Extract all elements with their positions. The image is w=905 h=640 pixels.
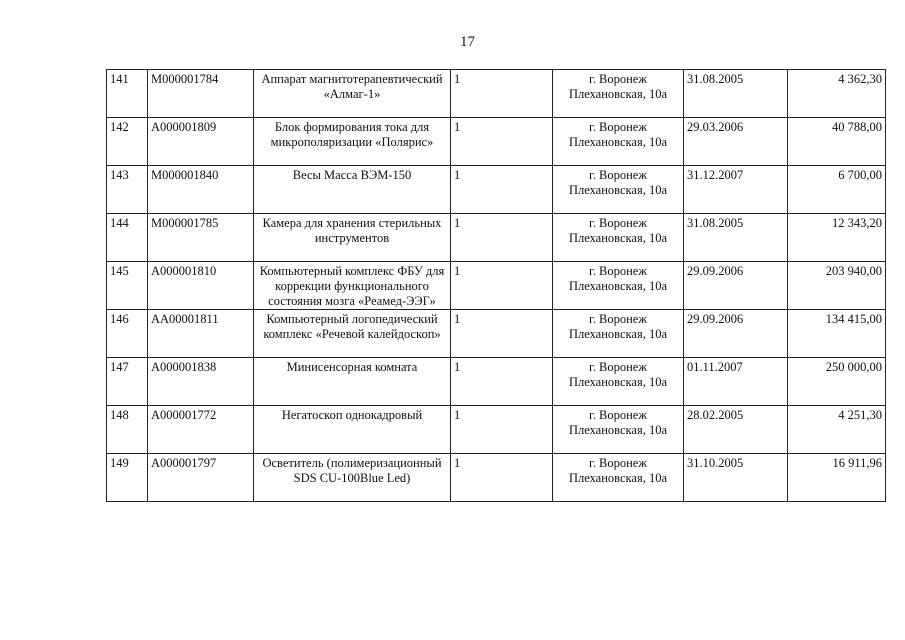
table-row [107, 70, 886, 118]
address-cell-line: Плехановская, 10а [568, 231, 668, 245]
item-name-cell-line: SDS CU-100Blue Led) [293, 471, 411, 485]
address-cell-line: г. Воронеж [589, 360, 647, 374]
date-cell: 29.09.2006 [684, 310, 788, 358]
row-number-cell: 147 [107, 358, 148, 406]
date-cell: 29.03.2006 [684, 118, 788, 166]
item-name-cell-line: Компьютерный комплекс ФБУ для [259, 264, 445, 278]
inventory-code-cell: АА00001811 [148, 310, 254, 358]
inventory-code-cell: М000001785 [148, 214, 254, 262]
date-cell: 31.08.2005 [684, 70, 788, 118]
item-name-cell-line: Аппарат магнитотерапевтический [261, 72, 443, 86]
address-cell-line: Плехановская, 10а [568, 279, 668, 293]
table-row [107, 262, 886, 310]
row-number-cell: 146 [107, 310, 148, 358]
address-cell-line: г. Воронеж [589, 120, 647, 134]
address-cell-line: Плехановская, 10а [568, 327, 668, 341]
inventory-code-cell: М000001840 [148, 166, 254, 214]
cost-cell: 4 362,30 [788, 70, 886, 118]
quantity-cell: 1 [451, 70, 553, 118]
date-cell: 29.09.2006 [684, 262, 788, 310]
item-name-cell-line: Негатоскоп однокадровый [281, 408, 423, 422]
item-name-cell-line: Весы Масса ВЭМ-150 [292, 168, 412, 182]
address-cell [553, 118, 684, 166]
item-name-cell-line: Минисенсорная комната [286, 360, 418, 374]
inventory-code-cell: А000001810 [148, 262, 254, 310]
inventory-table [106, 69, 886, 502]
item-name-cell-line: Компьютерный логопедический [266, 312, 438, 326]
inventory-code-cell: А000001838 [148, 358, 254, 406]
page-number: 17 [460, 34, 475, 50]
address-cell-line: г. Воронеж [589, 216, 647, 230]
address-cell [553, 70, 684, 118]
table-row [107, 214, 886, 262]
address-cell [553, 262, 684, 310]
quantity-cell: 1 [451, 262, 553, 310]
cost-cell: 250 000,00 [788, 358, 886, 406]
row-number-cell: 145 [107, 262, 148, 310]
address-cell [553, 166, 684, 214]
item-name-cell [254, 70, 451, 118]
address-cell [553, 406, 684, 454]
table-row [107, 406, 886, 454]
item-name-cell-line: Осветитель (полимеризационный [262, 456, 442, 470]
row-number-cell: 142 [107, 118, 148, 166]
address-cell [553, 358, 684, 406]
quantity-cell: 1 [451, 166, 553, 214]
address-cell [553, 310, 684, 358]
cost-cell: 16 911,96 [788, 454, 886, 502]
address-cell-line: г. Воронеж [589, 408, 647, 422]
date-cell: 01.11.2007 [684, 358, 788, 406]
row-number-cell: 144 [107, 214, 148, 262]
item-name-cell-line: микрополяризации «Полярис» [270, 135, 434, 149]
item-name-cell [254, 454, 451, 502]
item-name-cell [254, 310, 451, 358]
item-name-cell [254, 358, 451, 406]
address-cell-line: г. Воронеж [589, 168, 647, 182]
quantity-cell: 1 [451, 214, 553, 262]
item-name-cell-line: «Алмаг-1» [323, 87, 381, 101]
row-number-cell: 141 [107, 70, 148, 118]
item-name-cell-line: Камера для хранения стерильных [262, 216, 442, 230]
address-cell-line: г. Воронеж [589, 264, 647, 278]
inventory-code-cell: А000001772 [148, 406, 254, 454]
row-number-cell: 148 [107, 406, 148, 454]
inventory-code-cell: М000001784 [148, 70, 254, 118]
address-cell-line: Плехановская, 10а [568, 471, 668, 485]
address-cell-line: Плехановская, 10а [568, 135, 668, 149]
item-name-cell [254, 214, 451, 262]
date-cell: 31.12.2007 [684, 166, 788, 214]
address-cell-line: Плехановская, 10а [568, 423, 668, 437]
quantity-cell: 1 [451, 310, 553, 358]
item-name-cell-line: Блок формирования тока для [274, 120, 430, 134]
item-name-cell-line: коррекции функционального [275, 279, 429, 293]
address-cell-line: Плехановская, 10а [568, 183, 668, 197]
item-name-cell [254, 406, 451, 454]
quantity-cell: 1 [451, 118, 553, 166]
inventory-code-cell: А000001797 [148, 454, 254, 502]
table-row [107, 310, 886, 358]
cost-cell: 40 788,00 [788, 118, 886, 166]
cost-cell: 6 700,00 [788, 166, 886, 214]
address-cell-line: Плехановская, 10а [568, 375, 668, 389]
item-name-cell-line: комплекс «Речевой калейдоскоп» [263, 327, 441, 341]
inventory-code-cell: А000001809 [148, 118, 254, 166]
address-cell-line: Плехановская, 10а [568, 87, 668, 101]
table-body [107, 70, 886, 502]
cost-cell: 134 415,00 [788, 310, 886, 358]
item-name-cell [254, 262, 451, 310]
item-name-cell-line: инструментов [314, 231, 390, 245]
address-cell [553, 454, 684, 502]
item-name-cell [254, 118, 451, 166]
item-name-cell [254, 166, 451, 214]
row-number-cell: 149 [107, 454, 148, 502]
row-number-cell: 143 [107, 166, 148, 214]
table-row [107, 118, 886, 166]
address-cell-line: г. Воронеж [589, 312, 647, 326]
table-row [107, 166, 886, 214]
quantity-cell: 1 [451, 454, 553, 502]
cost-cell: 12 343,20 [788, 214, 886, 262]
address-cell-line: г. Воронеж [589, 72, 647, 86]
table-row [107, 454, 886, 502]
date-cell: 31.08.2005 [684, 214, 788, 262]
item-name-cell-line: состояния мозга «Реамед-ЭЭГ» [268, 294, 436, 308]
address-cell-line: г. Воронеж [589, 456, 647, 470]
cost-cell: 203 940,00 [788, 262, 886, 310]
table-row [107, 358, 886, 406]
cost-cell: 4 251,30 [788, 406, 886, 454]
quantity-cell: 1 [451, 358, 553, 406]
date-cell: 28.02.2005 [684, 406, 788, 454]
date-cell: 31.10.2005 [684, 454, 788, 502]
quantity-cell: 1 [451, 406, 553, 454]
address-cell [553, 214, 684, 262]
